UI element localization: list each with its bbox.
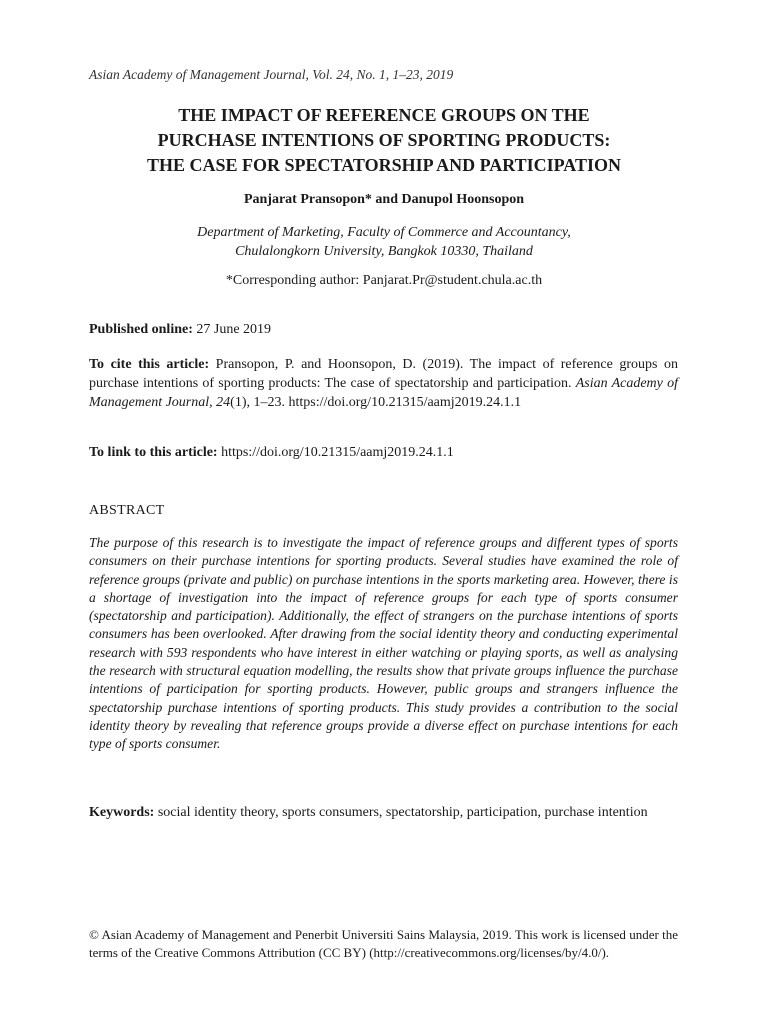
abstract-heading: ABSTRACT	[89, 503, 165, 518]
published-label: Published online:	[89, 322, 193, 337]
copyright-footer: © Asian Academy of Management and Penerbit Universiti Sains Malaysia, 2019. This work is licensed under the terms of the Creative Commons Attribution (CC BY) (http://creativecommons.org/licenses/by/4.0/).	[89, 927, 678, 960]
cite-text: Pransopon, P. and Hoonsopon, D. (2019). The impact of reference groups on purchase intentions of sporting products: The case of spectatorship and participation.	[89, 357, 678, 391]
journal-citation-header: Asian Academy of Management Journal, Vol. 24, No. 1, 1–23, 2019	[89, 67, 454, 82]
affiliation-line: Department of Marketing, Faculty of Commerce and Accountancy,	[197, 225, 571, 240]
affiliation	[0, 223, 768, 261]
paper-title	[60, 103, 708, 178]
published-date: 27 June 2019	[192, 322, 272, 337]
link-block	[89, 443, 678, 462]
affiliation-line: Chulalongkorn University, Bangkok 10330, Thailand	[235, 244, 533, 259]
title-line: THE CASE FOR SPECTATORSHIP AND PARTICIPATION	[147, 155, 621, 175]
cite-label: To cite this article:	[89, 357, 210, 372]
cite-volume: 24	[216, 395, 231, 410]
keywords-list: social identity theory, sports consumers, spectatorship, participation, purchase intention	[154, 805, 648, 820]
citation-block	[89, 355, 678, 412]
link-label: To link to this article:	[89, 445, 218, 460]
corresponding-author: *Corresponding author: Panjarat.Pr@student.chula.ac.th	[225, 273, 543, 288]
published-online	[89, 320, 678, 339]
title-line: THE IMPACT OF REFERENCE GROUPS ON THE	[178, 105, 590, 125]
cite-doi[interactable]: (1), 1–23. https://doi.org/10.21315/aamj2019.24.1.1	[230, 395, 522, 410]
abstract-text: The purpose of this research is to investigate the impact of reference groups and different types of sports consumers on their purchase intentions for sporting products. Several studies have examined the role of reference groups (private and public) on purchase intentions in the sports marketing area. However, there is a shortage of investigation into the impact of reference groups for each type of sports consumer (spectatorship and participation). Additionally, the effect of strangers on the purchase intentions of sports consumers has been overlooked. After drawing from the social identity theory and conducting experimental research with 593 respondents who have interest in either watching or playing sports, as well as analysing the research with structural equation modelling, the results show that private groups influence the purchase intentions of participation for sporting products. However, public groups and strangers influence the spectatorship purchase intentions of sporting products. This study provides a contribution to the social identity theory by revealing that reference groups provide a diverse effect on purchase intentions for each type of sports consumer.	[89, 535, 678, 752]
keywords-block	[89, 803, 678, 822]
keywords-label: Keywords:	[89, 805, 155, 820]
cite-journal: Asian Academy of Management Journal	[89, 376, 678, 410]
title-line: PURCHASE INTENTIONS OF SPORTING PRODUCTS:	[157, 130, 611, 150]
cite-sep: ,	[209, 395, 217, 410]
author-list: Panjarat Pransopon* and Danupol Hoonsopon	[243, 192, 525, 207]
article-doi-link[interactable]: https://doi.org/10.21315/aamj2019.24.1.1	[217, 445, 454, 460]
